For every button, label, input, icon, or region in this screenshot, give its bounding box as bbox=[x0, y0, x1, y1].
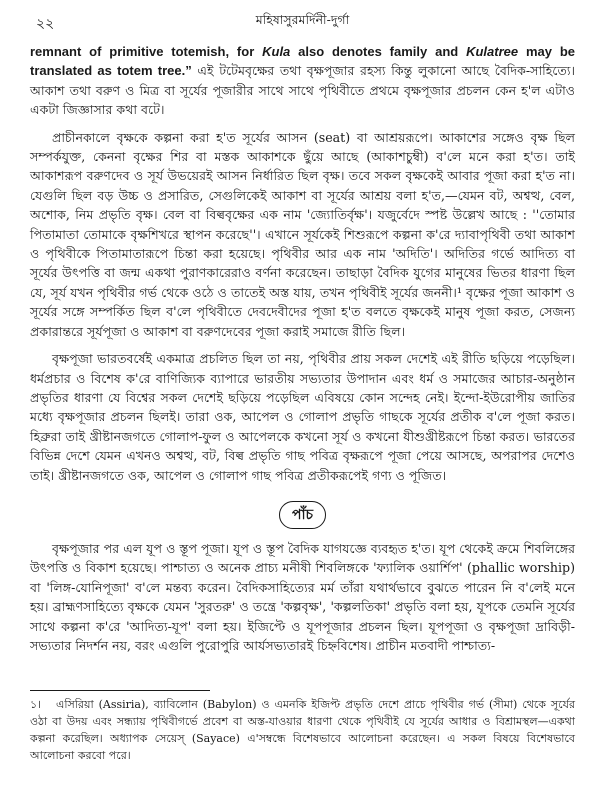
section-heading bbox=[30, 501, 575, 529]
paragraph-1 bbox=[30, 42, 575, 120]
footnote bbox=[30, 696, 575, 764]
section-heading-label: পাঁচ bbox=[279, 501, 326, 529]
page-number: ২২ bbox=[36, 16, 55, 32]
footnote-divider bbox=[30, 690, 210, 691]
paragraph-2: প্রাচীনকালে বৃক্ষকে কল্পনা করা হ'ত সূর্যের আসন (seat) বা আশ্রয়রূপে। আকাশের সঙ্গেও বৃক্ষ ছিল সম্পর্কযুক্ত, কেননা বৃক্ষের শির বা মস্তক আকাশকে ছুঁয়ে আছে (আকাশচুম্বী) ব'লে মনে করা হ'ত। তাই আকাশরূপ বরুণদেব ও সূর্য উভয়েরই আসন নির্ধারিত ছিল বৃক্ষ। তবে সকল বৃক্ষকেই আবার পূজা করা হ'ত না। যেগুলি ছিল বড় উচ্চ ও প্রসারিত, সেগুলিকেই আকাশ বা সূর্যের আশ্রয় বলা হ'ত,—যেমন বট, অশ্বত্থ, বেল, অশোক, নিম প্রভৃতি বৃক্ষ। বেল বা বিল্ববৃক্ষের এক নাম 'জ্যোতির্বৃক্ষ'। যজুর্বেদে স্পষ্ট উল্লেখ আছে : ''তোমার পিতামাতা তোমাকে বৃক্ষশিখরে স্থাপন করেছে''। এখানে সূর্যকেই শিশুরূপে কল্পনা ক'রে দ্যাবাপৃথিবী তথা আকাশ ও পৃথিবীকে পিতামাতারূপে চিন্তা করা হয়েছে। পৃথিবীর আর এক নাম 'অদিতি'। অদিতির গর্ভে আদিত্য বা সূর্যের উৎপত্তি বা জন্ম একথা পুরাণকারেরাও বর্ণনা করেছেন। তাছাড়া বৈদিক যুগের মানুষের ভিতর ধারণা ছিল যে, সূর্য যখন পৃথিবীর গর্ভ থেকে ওঠে ও তাতেই অস্ত যায়, তখন পৃথিবীই সূর্যের জননী।¹ বৃক্ষের পূজা আকাশ ও সূর্যের সঙ্গে সম্পর্কিত ছিল ব'লে পৃথিবীতে দেবদেবীদের পূজা হ'ত বলতে বৃক্ষকেই মানুষ পূজা করত, সেজন্য প্রকারান্তরে সূর্যপূজা ও আকাশ বা বরুণদেবের পূজা করাই সমাজে রীতি ছিল। bbox=[30, 129, 575, 339]
body-text bbox=[30, 42, 575, 655]
footnote-number: ১। bbox=[30, 698, 42, 711]
running-title: মহিষাসুরমর্দিনী-দুর্গা bbox=[255, 12, 350, 27]
paragraph-4: বৃক্ষপূজার পর এল যূপ ও স্তূপ পূজা। যূপ ও স্তূপ বৈদিক যাগযজ্ঞে ব্যবহৃত হ'ত। যূপ থেকেই ক্রমে শিবলিঙ্গের উৎপত্তি ও বিকাশ হয়েছে। পাশ্চাত্য ও অনেক প্রাচ্য মনীষী শিবলিঙ্গকে 'ফ্যালিক ওয়ার্শিপ' (phallic worship) বা 'লিঙ্গ-যোনিপূজা' ব'লে মন্তব্য করেন। বৈদিকসাহিত্যের মর্ম তাঁরা যথার্থভাবে বুঝতে পারেন নি ব'লেই মনে হয়। ব্রাহ্মণসাহিত্যে বৃক্ষকে যেমন 'সুরতরু' ও তন্ত্রে 'কল্পবৃক্ষ', 'কল্পলতিকা' প্রভৃতি বলা হয়, যূপকে তেমনি সূর্যের সাথে কল্পনা ক'রে 'আদিত্য-যূপ' বলা হয়। ইজিপ্টে ও যূপপূজার প্রচলন ছিল। যূপপূজা ও বৃক্ষপূজা দ্রাবিড়ী-সভ্যতার নিদর্শন নয়, বরং এগুলি পুরোপুরি আর্যসভ্যতারই চিহ্নবিশেষ। প্রাচীন মতবাদী পাশ্চাত্য- bbox=[30, 540, 575, 653]
paragraph-1-bengali: এই টটেমবৃক্ষের তথা বৃক্ষপূজার রহস্য কিন্তু লুকানো আছে বৈদিক-সাহিত্যে। আকাশ তথা বরুণ ও মিত্র বা সূর্যের পূজারীর সাথে সাথে পৃথিবীতে প্রথমে বৃক্ষপূজার প্রচলন কেন হ'ল এটাও একটা জিজ্ঞাসার কথা বটে। bbox=[30, 63, 576, 118]
paragraph-3: বৃক্ষপূজা ভারতবর্ষেই একমাত্র প্রচলিত ছিল তা নয়, পৃথিবীর প্রায় সকল দেশেই এই রীতি ছড়িয়ে পড়েছিল। ধর্মপ্রচার ও বিশেষ ক'রে বাণিজ্যিক ব্যাপারে ভারতীয় সভ্যতার উপাদান এবং ধর্ম ও সমাজের আচার-অনুষ্ঠান প্রভৃতির ধারণা যে বিশ্বের সকল দেশেই ছড়িয়ে পড়েছিল এবিষয়ে কোন সন্দেহ নেই। ইন্দো-ইউরোপীয় জাতির মধ্যে বৃক্ষপূজার প্রচলন ছিলই। তারা ওক, আপেল ও গোলাপ প্রভৃতি গাছকে সূর্যের প্রতীক ব'লে পূজা করত। হিব্রুরা তাই খ্রীষ্টানজগতে গোলাপ-ফুল ও আপেলকে কখনো সূর্য ও কখনো যীশুখ্রীষ্টরূপে চিন্তা করত। ভারতের বিভিন্ন দেশে যেমন এখনও অশ্বত্থ, বট, বিল্ব প্রভৃতি গাছ পবিত্র বৃক্ষরূপে পূজা পেয়ে আসছে, অপরাপর দেশেও তাই। খ্রীষ্টানজগতে ওক, আপেল ও গোলাপ গাছ পবিত্র প্রতীকরূপেই গণ্য ও পূজিত। bbox=[30, 351, 575, 483]
english-quote: remnant of primitive totemish, for Kula also denotes family and Kulatree may be translated as totem tree.” bbox=[30, 44, 575, 79]
footnote-text: এসিরিয়া (Assiria), ব্যাবিলোন (Babylon) ও এমনকি ইজিপ্ট প্রভৃতি দেশে প্রাচে পৃথিবীর গর্ভ (সীমা) থেকে সূর্যের ওঠা বা উদয় এবং সন্ধ্যায় পৃথিবীগর্ভে প্রবেশ বা অস্ত-যাওয়ার ধারণা থেকে পৃথিবীই যে সূর্যের আধার ও বিশ্রামস্থল—একথা কল্পনা করেছিল। অধ্যাপক সেয়েস্ (Sayace) এ'সম্বন্ধে বিশেষভাবে আলোচনা করেছেন। এ সকল বিষয়ে বিশেষভাবে আলোচনা করবো পরে। bbox=[30, 698, 575, 762]
page-header bbox=[30, 0, 575, 30]
